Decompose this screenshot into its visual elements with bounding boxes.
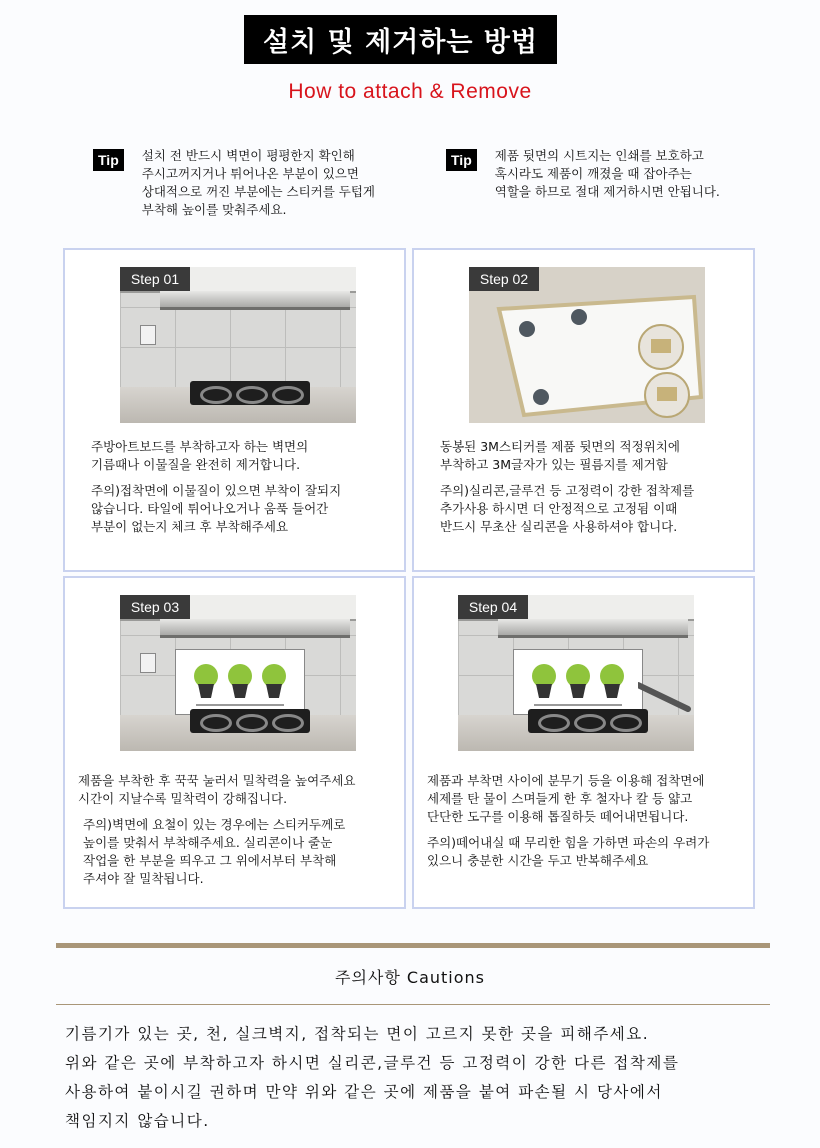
step-03-text xyxy=(78,772,355,888)
step-text-line: 동봉된 3M스티커를 제품 뒷면의 적정위치에 xyxy=(440,439,680,454)
step-text-line: 기름때나 이물질을 완전히 제거합니다. xyxy=(91,457,301,472)
step-text-line: 주셔야 잘 밀착됩니다. xyxy=(83,871,204,886)
tip-text xyxy=(142,147,375,219)
art-board xyxy=(513,649,643,715)
step-text-line: 주의)실리콘,글루건 등 고정력이 강한 접착제를 xyxy=(440,483,695,498)
tip-text xyxy=(495,147,720,201)
page-title: 설치 및 제거하는 방법 xyxy=(244,15,557,64)
step-04-panel xyxy=(412,576,755,909)
tip-line: 제품 뒷면의 시트지는 인쇄를 보호하고 xyxy=(494,148,704,163)
step-03-panel xyxy=(63,576,406,909)
step-text-line: 높이를 맞춰서 부착해주세요. 실리콘이나 줄눈 xyxy=(83,835,333,850)
step-label: Step 01 xyxy=(120,267,190,291)
step-label: Step 04 xyxy=(458,595,528,619)
tip-line: 혹시라도 제품이 깨졌을 때 잡아주는 xyxy=(494,166,692,181)
step-text-line: 주방아트보드를 부착하고자 하는 벽면의 xyxy=(91,439,309,454)
step-label: Step 03 xyxy=(120,595,190,619)
step-text-line: 주의)떼어내실 때 무리한 힘을 가하면 파손의 우려가 xyxy=(427,835,710,850)
step-text-line: 제품과 부착면 사이에 분무기 등을 이용해 접착면에 xyxy=(427,773,705,788)
cautions-line: 위와 같은 곳에 부착하고자 하시면 실리콘,글루건 등 고정력이 강한 다른 접착제를 xyxy=(65,1054,680,1072)
cautions-line: 사용하여 붙이시길 권하며 만약 위와 같은 곳에 제품을 붙여 파손될 시 당사에서 xyxy=(65,1083,663,1101)
cautions-line: 책임지지 않습니다. xyxy=(65,1112,210,1130)
step-03-photo xyxy=(120,595,356,751)
art-board xyxy=(175,649,305,715)
step-text-line: 않습니다. 타일에 튀어나오거나 움푹 들어간 xyxy=(91,501,329,516)
step-01-photo xyxy=(120,267,356,423)
step-01-panel xyxy=(63,248,406,572)
tip-line: 상대적으로 꺼진 부분에는 스티커를 두텁게 xyxy=(141,184,375,199)
step-text-line: 추가사용 하시면 더 안정적으로 고정됨 이때 xyxy=(440,501,678,516)
step-text-line: 작업을 한 부분을 띄우고 그 위에서부터 부착해 xyxy=(83,853,337,868)
step-text-line: 제품을 부착한 후 꾹꾹 눌러서 밀착력을 높여주세요 xyxy=(78,773,356,788)
step-02-photo xyxy=(469,267,705,423)
step-text-line: 부분이 없는지 체크 후 부착해주세요 xyxy=(91,519,289,534)
cautions-body xyxy=(65,1020,679,1136)
step-02-panel xyxy=(412,248,755,572)
tip-left xyxy=(93,147,375,219)
cautions-divider xyxy=(56,943,770,948)
step-01-text xyxy=(91,438,341,536)
step-text-line: 있으니 충분한 시간을 두고 반복해주세요 xyxy=(427,853,649,868)
step-label: Step 02 xyxy=(469,267,539,291)
tip-line: 주시고꺼지거나 튀어나온 부분이 있으면 xyxy=(141,166,359,181)
step-text-line: 시간이 지날수록 밀착력이 강해집니다. xyxy=(78,791,288,806)
step-02-text xyxy=(440,438,694,536)
tip-badge: Tip xyxy=(446,149,477,171)
cautions-title: 주의사항 Cautions xyxy=(334,968,485,987)
step-text-line: 세제를 탄 물이 스며들게 한 후 철자나 칼 등 얇고 xyxy=(427,791,693,806)
tip-line: 설치 전 반드시 벽면이 평평한지 확인해 xyxy=(141,148,355,163)
tip-line: 역할을 하므로 절대 제거하시면 안됩니다. xyxy=(494,184,720,199)
step-04-photo xyxy=(458,595,694,751)
tip-right xyxy=(446,147,720,201)
step-text-line: 부착하고 3M글자가 있는 필름지를 제거함 xyxy=(440,457,668,472)
step-04-text xyxy=(427,772,709,870)
step-text-line: 단단한 도구를 이용해 톱질하듯 떼어내면됩니다. xyxy=(427,809,689,824)
cautions-underline xyxy=(56,1004,770,1005)
tip-badge: Tip xyxy=(93,149,124,171)
step-text-line: 주의)접착면에 이물질이 있으면 부착이 잘되지 xyxy=(91,483,342,498)
cautions-line: 기름기가 있는 곳, 천, 실크벽지, 접착되는 면이 고르지 못한 곳을 피해주세요. xyxy=(65,1025,650,1043)
step-text-line: 주의)벽면에 요철이 있는 경우에는 스티커두께로 xyxy=(83,817,346,832)
page-subtitle: How to attach & Remove xyxy=(288,80,532,103)
step-text-line: 반드시 무초산 실리콘을 사용하셔야 합니다. xyxy=(440,519,678,534)
tip-line: 부착해 높이를 맞춰주세요. xyxy=(141,202,287,217)
